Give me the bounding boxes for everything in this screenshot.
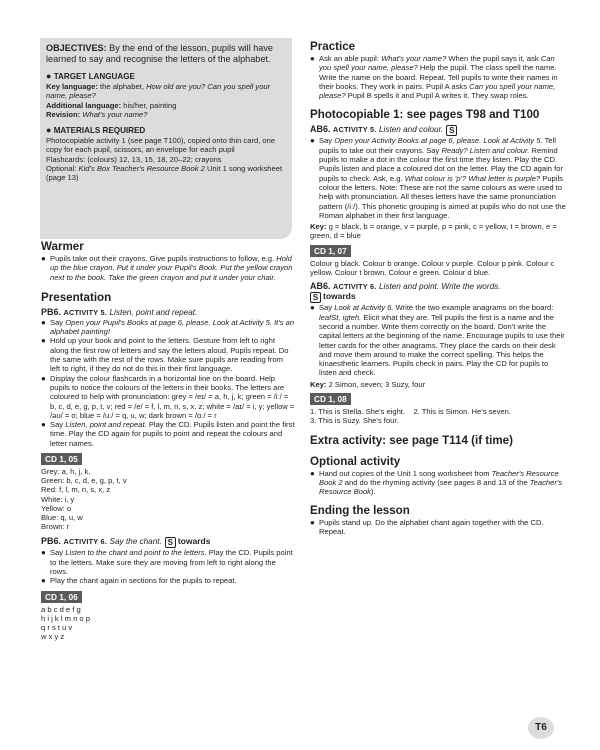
cd-track-label: CD 1, 07 bbox=[310, 245, 351, 257]
transcript-line: 3. This is Suzy. She's four. bbox=[310, 416, 399, 426]
transcript-line: Green: b, c, d, e, g, p, t, v bbox=[41, 476, 127, 486]
towards-logo-icon: S bbox=[446, 125, 457, 136]
right-column bbox=[310, 40, 567, 536]
objectives-heading: OBJECTIVES: bbox=[46, 43, 107, 53]
bullet-icon: ● bbox=[46, 71, 52, 81]
extra-activity-heading: Extra activity: see page T114 (if time) bbox=[310, 433, 513, 447]
list-item: ● Say Listen to the chant and point to the letters. Play the CD. Pupils point to the letters. Make sure they are moving from left to right along the rows. bbox=[41, 548, 293, 577]
practice-heading: Practice bbox=[310, 40, 356, 53]
ending-list bbox=[310, 518, 567, 537]
towards-logo-icon: S bbox=[310, 292, 321, 303]
bullet-icon: ● bbox=[310, 517, 315, 527]
cd-transcript bbox=[310, 407, 567, 426]
list-item: ● Pupils stand up. Do the alphabet chant again together with the CD. Repeat. bbox=[310, 517, 544, 536]
towards-label: towards bbox=[177, 536, 211, 547]
objectives-text: By the end of the lesson, pupils will have learned to say and recognise the letters of the alphabet. bbox=[46, 43, 273, 64]
cd-track-label: CD 1, 05 bbox=[41, 453, 82, 465]
photocopiable-heading: Photocopiable 1: see pages T98 and T100 bbox=[310, 108, 540, 122]
transcript-line: a b c d e f g bbox=[41, 604, 81, 614]
objectives-statement bbox=[46, 43, 286, 65]
transcript-line: Grey: a, h, j, k, bbox=[41, 467, 91, 477]
ab6-activity6-heading: AB6. ACTIVITY 6. Listen and point. Write the words. bbox=[310, 281, 501, 292]
chant-list bbox=[41, 548, 295, 585]
towards-label: towards bbox=[323, 291, 356, 302]
optional-activity-heading: Optional activity bbox=[310, 454, 401, 468]
transcript-line: Red: f, l, m, n, s, x, z bbox=[41, 485, 111, 495]
transcript-line: w x y z bbox=[41, 632, 65, 642]
bullet-icon: ● bbox=[310, 54, 315, 63]
transcript-line: h i j k l m n o p bbox=[41, 613, 90, 623]
bullet-icon: ● bbox=[41, 548, 46, 558]
bullet-icon: ● bbox=[41, 317, 46, 327]
bullet-icon: ● bbox=[41, 373, 46, 383]
page-number: T6 bbox=[528, 717, 554, 739]
materials-heading: ● MATERIALS REQUIRED bbox=[46, 125, 146, 136]
list-item: ● Hold up your book and point to the letters. Gesture from left to right along the first row of letters and say the letters aloud. Pupils repeat. Do the same with the rest of the rows. Make sure pupils are reading from left to right, if they do not do this in their first language. bbox=[41, 336, 289, 374]
ending-heading: Ending the lesson bbox=[310, 503, 410, 517]
list-item: ● Display the colour flashcards in a horizontal line on the board. Help pupils to notice the colours of the letters in their books. The letters are coloured to help with pronunciation: grey = /eɪ/ = a, h, j, k; green = /iː/ = b, c, d, e, g, p, t, v; red = /e/ = f, l, m, n, s, x, z; white = /aɪ/ = i, y; yellow = /əʊ/ = o; blue = /uː/ = q, u, w; dark brown = /ɑː/ = r bbox=[41, 373, 295, 420]
photocopiable-list bbox=[310, 136, 567, 220]
bullet-icon: ● bbox=[41, 576, 46, 586]
revision-language: Revision: What's your name? bbox=[46, 109, 148, 119]
transcript-line: Brown: r bbox=[41, 522, 70, 532]
optional-list bbox=[310, 469, 567, 497]
left-column bbox=[41, 240, 295, 641]
transcript-line: 1. This is Stella. She's eight. 2. This is Simon. He's seven. bbox=[310, 407, 511, 417]
bullet-icon: ● bbox=[310, 468, 315, 478]
transcript-line: Yellow: o bbox=[41, 503, 72, 513]
transcript-line: Blue: q, u, w bbox=[41, 513, 83, 523]
warmer-item: ● Pupils take out their crayons. Give pupils instructions to follow, e.g. Hold up the blue crayon. Put it under your Pupil's Book. Put the yellow crayon next to the book. Take the green crayon and put it under your chair. bbox=[41, 254, 293, 282]
materials-line-1: Photocopiable activity 1 (see page T100), copied onto thin card, one copy for each pupil, scissors, an envelope for each pupil bbox=[46, 136, 276, 155]
objectives-box bbox=[40, 38, 292, 239]
transcript-line: White: i, y bbox=[41, 494, 75, 504]
materials-line-2: Flashcards: (colours) 12, 13, 15, 18, 20–22; crayons bbox=[46, 154, 222, 164]
transcript-line: q r s t u v bbox=[41, 623, 73, 633]
list-item: ● Say Open your Pupil's Books at page 6, please. Look at Activity 5. It's an alphabet painting! bbox=[41, 317, 295, 337]
bullet-icon: ● bbox=[46, 125, 52, 136]
warmer-list bbox=[41, 254, 295, 282]
cd-track-label: CD 1, 06 bbox=[41, 591, 82, 603]
list-item: ● Play the chant again in sections for the pupils to repeat. bbox=[41, 576, 237, 586]
key-language: Key language: the alphabet, How old are you? Can you spell your name, please? bbox=[46, 82, 271, 101]
bullet-icon: ● bbox=[310, 136, 315, 146]
answer-key: Key: g = black, b = orange, v = purple, p = pink, c = yellow, t = brown, e = green, d = blue bbox=[310, 222, 557, 241]
additional-language: Additional language: his/her, painting bbox=[46, 100, 177, 110]
materials-line-3: Optional: Kid's Box Teacher's Resource Book 2 Unit 1 song worksheet (page 13) bbox=[46, 164, 283, 183]
top-margin bbox=[0, 0, 600, 26]
chant-transcript bbox=[41, 605, 295, 642]
practice-list bbox=[310, 54, 567, 100]
ab6-activity5-heading: AB6. ACTIVITY 5. Listen and colour. S bbox=[310, 124, 567, 136]
towards-logo-icon: S bbox=[165, 537, 176, 548]
answer-key: Key: 2 Simon, seven; 3 Suzy, four bbox=[310, 379, 426, 389]
cd-transcript: Colour g black. Colour b orange. Colour v purple. Colour p pink. Colour c yellow. Colour t brown. Colour e green. Colour d blue. bbox=[310, 258, 555, 278]
cd-transcript bbox=[41, 467, 295, 531]
cd-track-label: CD 1, 08 bbox=[310, 393, 351, 405]
bullet-icon: ● bbox=[41, 254, 46, 263]
list-item: ● Say Look at Activity 6. Write the two example anagrams on the board: leafSt, igteh. Elicit what they are. Tell pupils the first is a name and the second a number. Write them correctly on the board. Don't write the capital letters at the beginning of the name. Encourage pupils to use their letter cards for the other anagrams. They place the cards on their desk and move them around to make the correct spelling. This helps the kinaesthetic learners. Pupils check in pairs. Play the CD for pupils to listen and check. bbox=[310, 303, 565, 378]
target-language-heading: ● TARGET LANGUAGE bbox=[46, 71, 135, 81]
list-item: ● Hand out copies of the Unit 1 song worksheet from Teacher's Resource Book 2 and do the rhyming activity (see pages 8 and 13 of the Teacher's Resource Book). bbox=[310, 468, 563, 497]
pb6-activity5-heading: PB6. ACTIVITY 5. Listen, point and repeat. bbox=[41, 306, 198, 317]
presentation-heading: Presentation bbox=[41, 290, 112, 304]
list-item: ● Ask an able pupil: What's your name? When the pupil says it, ask Can you spell your name, please? Help the pupil. The class spell the name. Write the name on the board. Repeat. Tell pupils to write their names in their books. They work in pairs. Pupil A asks Can you spell your name, please? Pupil B spells it and Pupil A writes it. They swap roles. bbox=[310, 54, 558, 101]
anagram-list bbox=[310, 303, 567, 377]
towards-row bbox=[310, 292, 567, 303]
warmer-heading: Warmer bbox=[41, 240, 84, 253]
list-item: ● Say Listen, point and repeat. Play the CD. Pupils listen and point the first time. Play the CD again for pupils to point and repeat the colours and letter names. bbox=[41, 420, 295, 448]
list-item: ● Say Open your Activity Books at page 6, please. Look at Activity 5. Tell pupils to take out their crayons. Say Ready? Listen and colour. Remind pupils to make a dot in the colour the first time they listen. Play the CD. Pupils listen and place a coloured dot on the letter. Play the CD again for pupils to check. Ask, e.g. What colour is 'p'? What letter is purple? Pupils colour the letters. Note: These are not the same colours as were used to help with pronunciation. All theses letters have the same pronunciation pattern (/iː/). This phonetic grouping is aimed at pupils who do not use the Roman alphabet in their first language. bbox=[310, 136, 566, 220]
bullet-icon: ● bbox=[41, 336, 46, 346]
bullet-icon: ● bbox=[41, 420, 46, 430]
presentation-list bbox=[41, 318, 295, 448]
bullet-icon: ● bbox=[310, 303, 315, 313]
pb6-activity6-heading: PB6. ACTIVITY 6. Say the chant. S towards bbox=[41, 536, 211, 548]
